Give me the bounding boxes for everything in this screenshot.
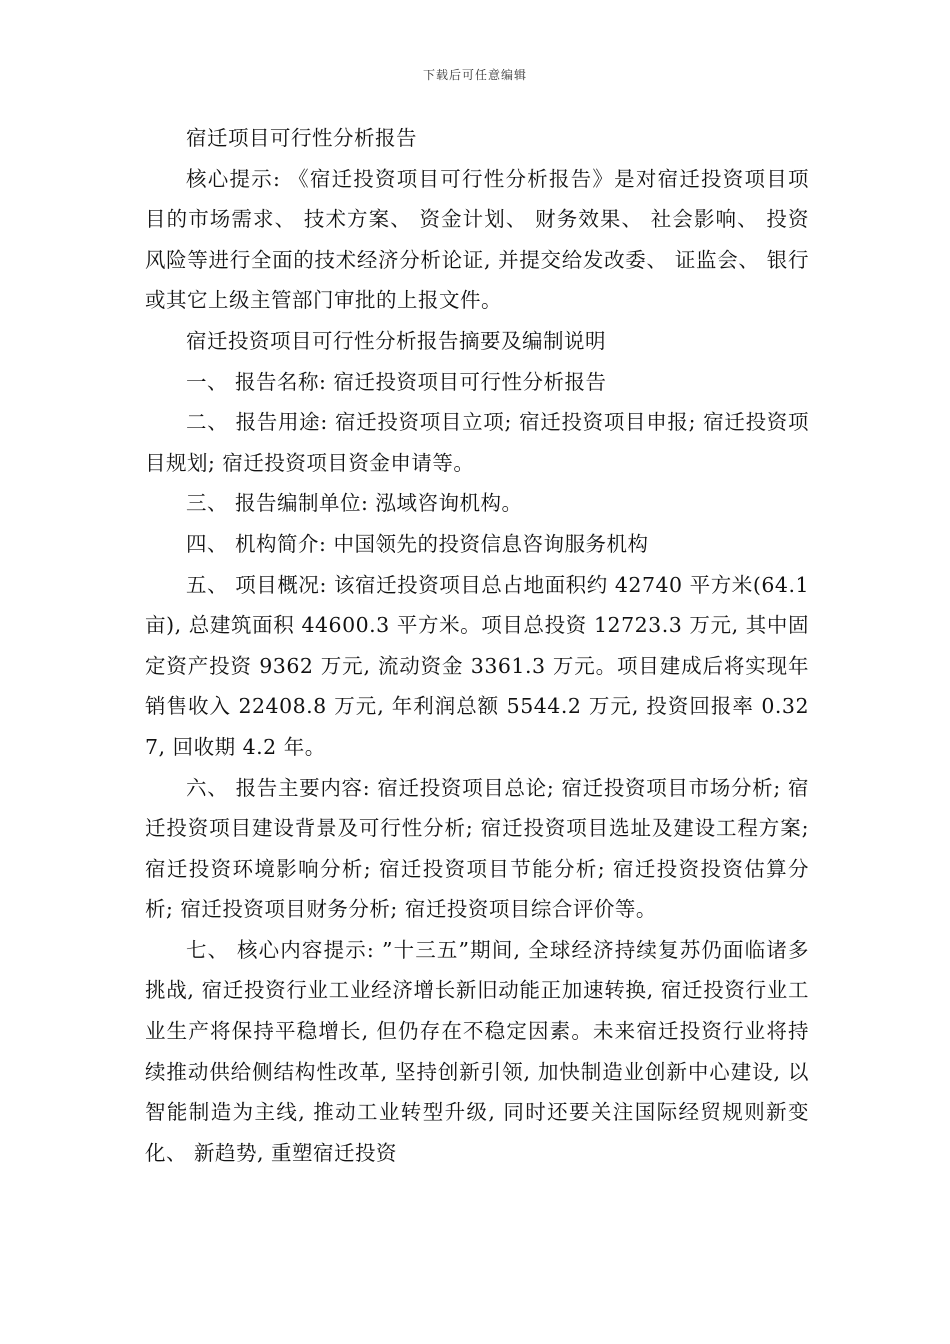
document-title: 宿迁项目可行性分析报告 [186, 126, 417, 150]
page-header-note: 下载后可任意编辑 [422, 68, 527, 82]
paragraph-main-contents: 六、 报告主要内容: 宿迁投资项目总论; 宿迁投资项目市场分析; 宿迁投资项目建设背景及可行性分析; 宿迁投资项目选址及建设工程方案; 宿迁投资环境影响分析; 宿迁投资项目节能分析; 宿迁投资投资估算分析; 宿迁投资项目财务分析; 宿迁投资项目综合评价等。 [145, 775, 809, 922]
paragraph-core-contents: 七、 核心内容提示: ”十三五”期间, 全球经济持续复苏仍面临诸多挑战, 宿迁投资行业工业经济增长新旧动能正加速转换, 宿迁投资行业工业生产将保持平稳增长, 但仍存在不稳定因素。未来宿迁投资行业将持续推动供给侧结构性改革, 坚持创新引领, 加快制造业创新中心建设, 以智能制造为主线, 推动工业转型升级, 同时还要关注国际经贸规则新变化、 新趋势, 重塑宿迁投资 [145, 937, 809, 1165]
paragraph-core-tip: 核心提示: 《宿迁投资项目可行性分析报告》是对宿迁投资项目项目的市场需求、 技术方案、 资金计划、 财务效果、 社会影响、 投资风险等进行全面的技术经济分析论证, 并提交给发改委、 证监会、 银行或其它上级主管部门审批的上报文件。 [145, 166, 809, 313]
paragraph-report-name: 一、 报告名称: 宿迁投资项目可行性分析报告 [186, 369, 607, 394]
paragraph-compiling-unit: 三、 报告编制单位: 泓域咨询机构。 [186, 491, 523, 516]
paragraph-project-overview: 五、 项目概况: 该宿迁投资项目总占地面积约 42740 平方米(64.1 亩), 总建筑面积 44600.3 平方米。项目总投资 12723.3 万元, 其中固定资产投资 9362 万元, 流动资金 3361.3 万元。项目建成后将实现年销售收入 22408.8 万元, 年利润总额 5544.2 万元, 投资回报率 0.327, 回收期 4.2 年。 [145, 572, 809, 759]
paragraph-report-usage: 二、 报告用途: 宿迁投资项目立项; 宿迁投资项目申报; 宿迁投资项目规划; 宿迁投资项目资金申请等。 [145, 410, 809, 475]
document-body [145, 118, 809, 1173]
paragraph-summary-heading: 宿迁投资项目可行性分析报告摘要及编制说明 [186, 328, 606, 353]
paragraph-agency-intro: 四、 机构简介: 中国领先的投资信息咨询服务机构 [186, 531, 649, 556]
